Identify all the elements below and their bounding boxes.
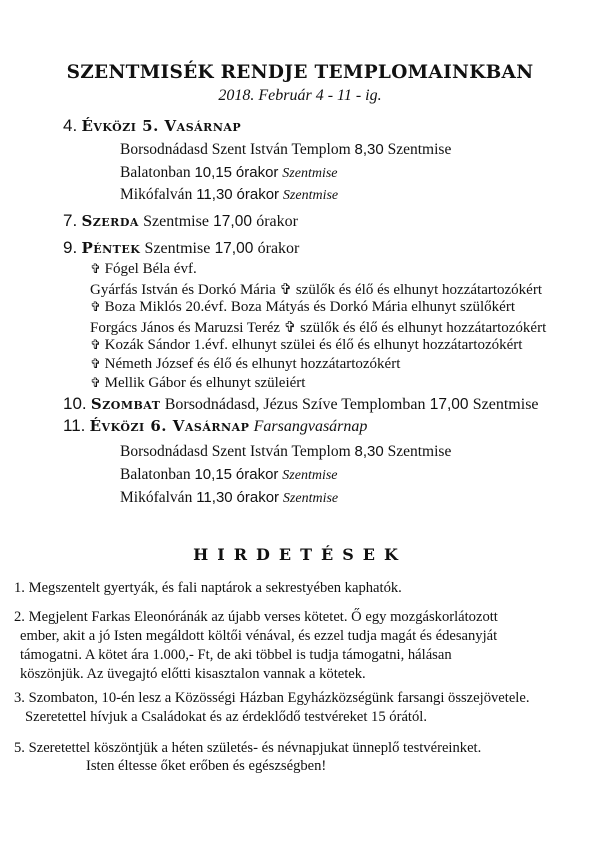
day-number: 7.: [63, 211, 78, 230]
mass-time: 10,15: [194, 164, 233, 181]
mass-entry: [120, 186, 338, 204]
mass-label: Szentmise: [282, 468, 338, 483]
day-heading-saturday: [63, 394, 539, 414]
mass-suffix: órakor: [235, 466, 279, 483]
day-text: Borsodnádasd, Jézus Szíve Templomban: [164, 396, 426, 413]
cross-icon: ✞: [90, 300, 101, 315]
announcement-line: 2. Megjelent Farkas Eleonóránák az újabb verses kötetet. Ő egy mozgáskorlátozott: [14, 609, 498, 625]
announcement-line: 1. Megszentelt gyertyák, és fali naptárok a sekrestyében kaphatók.: [14, 580, 402, 596]
day-name: Szerda: [81, 212, 139, 230]
day-time: 17,00: [213, 213, 252, 230]
mass-place: Borsodnádasd Szent István Templom: [120, 141, 351, 158]
mass-label: Szentmise: [282, 166, 338, 181]
announcement-line: Isten éltesse őket erőben és egészségben!: [86, 758, 327, 774]
cross-icon: ✞: [90, 338, 101, 353]
intention-item: [90, 280, 542, 299]
mass-label: Szentmise: [387, 443, 452, 460]
day-note: Farsangvasárnap: [253, 418, 368, 435]
day-time: 17,00: [214, 240, 254, 257]
document-title: SZENTMISÉK RENDJE TEMPLOMAINKBAN: [66, 62, 534, 83]
announcement-line: köszönjük. Az üvegajtó előtti kisasztalon vannak a kötetek.: [20, 666, 366, 682]
mass-time: 11,30: [196, 186, 233, 203]
announcements-title: HIRDETÉSEK: [193, 545, 407, 564]
day-heading-sunday-4: [63, 116, 241, 136]
announcement-line: 3. Szombaton, 10-én lesz a Közösségi Házban Egyházközségünk farsangi összejövetele.: [14, 690, 530, 706]
intention-item: [90, 375, 305, 392]
mass-suffix: órakor: [235, 164, 279, 181]
mass-place: Borsodnádasd Szent István Templom: [120, 443, 351, 460]
mass-place: Balatonban: [120, 466, 191, 483]
intention-item: [90, 261, 197, 278]
intention-text: Boza Miklós 20.évf. Boza Mátyás és Dorkó Mária elhunyt szülőkért: [104, 299, 515, 315]
day-name: Szombat: [90, 395, 161, 413]
mass-time: 8,30: [354, 141, 384, 158]
intention-item: [90, 356, 400, 373]
cross-icon: ✞: [90, 376, 101, 391]
announcement-item: [14, 689, 529, 727]
day-name: Évközi 5. Vasárnap: [81, 117, 242, 135]
intention-text: Gyárfás István és Dorkó Mária ✞ szülők és élő és elhunyt hozzátartozókért: [90, 282, 542, 298]
day-suffix: órakor: [257, 240, 300, 257]
announcement-line: támogatni. A kötet ára 1.000,- Ft, de aki többel is tudja támogatni, hálásan: [20, 647, 452, 663]
intention-text: Németh József és élő és elhunyt hozzátartozókért: [104, 356, 401, 372]
announcement-line: ember, akit a jó Isten megáldott költői vénával, és ezzel tudja magát és édesanyját: [20, 628, 498, 644]
mass-label: Szentmise: [282, 491, 339, 506]
day-number: 4.: [63, 116, 78, 135]
day-heading-friday: [63, 238, 299, 258]
day-suffix: órakor: [256, 213, 298, 230]
day-name: Évközi 6. Vasárnap: [89, 417, 250, 435]
mass-time: 10,15: [194, 466, 233, 483]
mass-entry: [120, 489, 338, 507]
intention-item: [90, 337, 522, 354]
cross-icon: ✞: [90, 262, 101, 277]
day-time: 17,00: [429, 396, 469, 413]
announcement-item: [14, 739, 481, 775]
mass-suffix: órakor: [236, 186, 280, 203]
cross-icon: ✞: [90, 357, 101, 372]
announcement-item: [14, 579, 402, 598]
mass-entry: [120, 141, 451, 159]
mass-time: 11,30: [196, 489, 233, 506]
day-number: 9.: [63, 238, 78, 257]
mass-place: Mikófalván: [120, 186, 193, 203]
mass-entry: [120, 466, 338, 484]
mass-suffix: órakor: [236, 489, 280, 506]
mass-entry: [120, 443, 451, 461]
day-suffix: Szentmise: [472, 396, 539, 413]
announcement-item: [14, 608, 498, 684]
day-text: Szentmise: [143, 213, 209, 230]
intention-item: [90, 318, 546, 337]
day-heading-wednesday: [63, 211, 298, 231]
intention-text: Fógel Béla évf.: [104, 261, 197, 277]
mass-label: Szentmise: [387, 141, 452, 158]
intention-text: Forgács János és Maruzsi Teréz ✞ szülők és élő és elhunyt hozzátartozókért: [90, 320, 547, 336]
day-number: 10.: [63, 394, 87, 413]
intention-item: [90, 299, 515, 316]
announcement-line: Szeretettel hívjuk a Családokat és az érdeklődő testvéreket 15 órától.: [25, 709, 427, 725]
announcement-line: 5. Szeretettel köszöntjük a héten születés- és névnapjukat ünneplő testvéreinket.: [14, 740, 482, 756]
intention-text: Mellik Gábor és elhunyt szüleiért: [104, 375, 306, 391]
intention-text: Kozák Sándor 1.évf. elhunyt szülei és élő és elhunyt hozzátartozókért: [104, 337, 523, 353]
day-text: Szentmise: [144, 240, 211, 257]
mass-time: 8,30: [354, 443, 384, 460]
day-name: Péntek: [81, 239, 141, 257]
mass-place: Mikófalván: [120, 489, 193, 506]
mass-entry: [120, 164, 338, 182]
day-heading-sunday-11: [63, 416, 367, 436]
date-range: 2018. Február 4 - 11 - ig.: [218, 87, 382, 104]
mass-place: Balatonban: [120, 164, 191, 181]
mass-label: Szentmise: [282, 188, 339, 203]
day-number: 11.: [63, 416, 86, 435]
